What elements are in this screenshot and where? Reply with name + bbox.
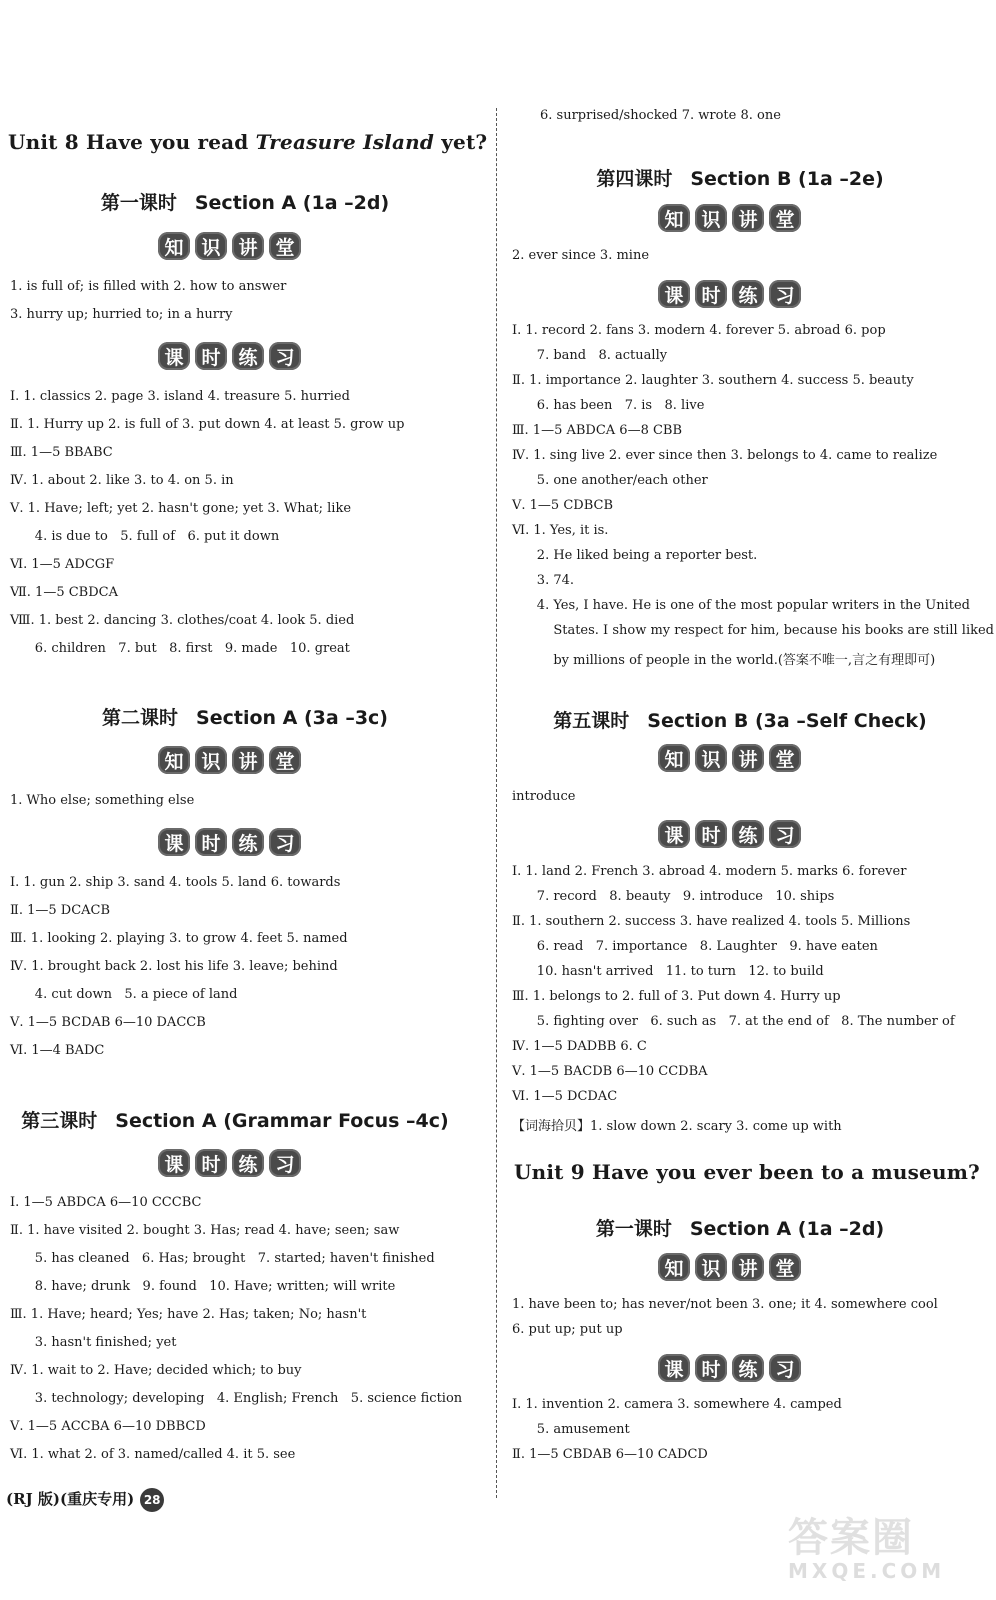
- knowledge-badge: [158, 232, 301, 260]
- answer-line: 10. hasn't arrived 11. to turn 12. to build: [512, 964, 824, 979]
- practice-badge: [658, 820, 801, 848]
- knowledge-badge: [658, 1253, 801, 1281]
- practice-badge: [158, 828, 301, 856]
- answer-line: Ⅳ. 1. brought back 2. lost his life 3. leave; behind: [10, 959, 338, 974]
- answer-line: 6. surprised/shocked 7. wrote 8. one: [540, 108, 781, 123]
- badge-char: 知: [658, 204, 690, 232]
- answer-line: 6. read 7. importance 8. Laughter 9. have eaten: [512, 939, 878, 954]
- lesson4-cn: 第四课时: [596, 168, 673, 190]
- badge-char: 练: [732, 820, 764, 848]
- answer-line: Ⅱ. 1. southern 2. success 3. have realized 4. tools 5. Millions: [512, 914, 911, 929]
- lesson5-en: Section B (3a –Self Check): [647, 710, 927, 732]
- answer-line: Ⅳ. 1—5 DADBB 6. C: [512, 1039, 647, 1054]
- knowledge-badge: [158, 746, 301, 774]
- lesson2-title: [0, 703, 490, 730]
- badge-char: 时: [195, 828, 227, 856]
- badge-char: 识: [695, 204, 727, 232]
- vocab-line: 【词海拾贝】1. slow down 2. scary 3. come up with: [512, 1119, 842, 1134]
- answer-line: Ⅶ. 1—5 CBDCA: [10, 585, 118, 600]
- badge-char: 讲: [732, 204, 764, 232]
- badge-char: 识: [695, 1253, 727, 1281]
- answer-line: 3. technology; developing 4. English; French 5. science fiction: [10, 1391, 463, 1406]
- answer-line: 4. Yes, I have. He is one of the most popular writers in the United: [512, 598, 970, 613]
- badge-char: 知: [658, 1253, 690, 1281]
- badge-char: 讲: [732, 1253, 764, 1281]
- unit9-title: Unit 9 Have you ever been to a museum?: [514, 1160, 980, 1184]
- lesson3-title: [0, 1106, 470, 1133]
- answer-line: Ⅱ. 1. Hurry up 2. is full of 3. put down 4. at least 5. grow up: [10, 417, 405, 432]
- answer-line: States. I show my respect for him, because his books are still liked: [512, 623, 995, 638]
- lesson4-title: [500, 164, 980, 191]
- answer-line: 4. is due to 5. full of 6. put it down: [10, 529, 280, 544]
- badge-char: 堂: [269, 746, 301, 774]
- lesson3-en: Section A (Grammar Focus –4c): [115, 1110, 449, 1132]
- answer-line: 2. ever since 3. mine: [512, 248, 650, 263]
- badge-char: 习: [269, 1149, 301, 1177]
- lesson1-title: [0, 188, 490, 215]
- badge-char: 堂: [769, 1253, 801, 1281]
- badge-char: 讲: [232, 232, 264, 260]
- answer-line: Ⅰ. 1. invention 2. camera 3. somewhere 4. camped: [512, 1397, 842, 1412]
- watermark-top: 答案圈: [788, 1515, 914, 1561]
- answer-line: Ⅰ. 1. gun 2. ship 3. sand 4. tools 5. land 6. towards: [10, 875, 341, 890]
- answer-line: Ⅱ. 1—5 DCACB: [10, 903, 111, 918]
- badge-char: 课: [658, 280, 690, 308]
- answer-line: 5. one another/each other: [512, 473, 708, 488]
- answer-line: Ⅴ. 1—5 ACCBA 6—10 DBBCD: [10, 1419, 206, 1434]
- practice-badge: [158, 342, 301, 370]
- answer-line: Ⅵ. 1—5 ADCGF: [10, 557, 115, 572]
- badge-char: 知: [158, 746, 190, 774]
- answer-line: Ⅰ. 1. classics 2. page 3. island 4. treasure 5. hurried: [10, 389, 350, 404]
- edition-label: (RJ 版)(重庆专用): [6, 1490, 135, 1508]
- answer-line: Ⅱ. 1. have visited 2. bought 3. Has; read 4. have; seen; saw: [10, 1223, 400, 1238]
- unit9-lesson1-cn: 第一课时: [595, 1218, 672, 1240]
- badge-char: 时: [695, 280, 727, 308]
- practice-badge: [158, 1149, 301, 1177]
- lesson5-title: [500, 706, 980, 733]
- answer-line: Ⅷ. 1. best 2. dancing 3. clothes/coat 4. look 5. died: [10, 613, 355, 628]
- unit8-title-text: Unit 8 Have you read: [8, 130, 256, 154]
- answer-line: Ⅵ. 1—5 DCDAC: [512, 1089, 618, 1104]
- answer-line: Ⅰ. 1. land 2. French 3. abroad 4. modern 5. marks 6. forever: [512, 864, 907, 879]
- badge-char: 堂: [269, 232, 301, 260]
- answer-line: 1. Who else; something else: [10, 793, 195, 808]
- badge-char: 堂: [769, 204, 801, 232]
- answer-line: 2. He liked being a reporter best.: [512, 548, 758, 563]
- answer-line: 4. cut down 5. a piece of land: [10, 987, 238, 1002]
- answer-line: 6. children 7. but 8. first 9. made 10. great: [10, 641, 350, 656]
- practice-badge: [658, 1354, 801, 1382]
- answer-line: 3. 74.: [512, 573, 575, 588]
- badge-char: 习: [769, 820, 801, 848]
- badge-char: 时: [195, 1149, 227, 1177]
- badge-char: 讲: [232, 746, 264, 774]
- site-watermark: [788, 1506, 978, 1583]
- answer-line: Ⅵ. 1. Yes, it is.: [512, 523, 609, 538]
- badge-char: 识: [695, 744, 727, 772]
- answer-line: 6. put up; put up: [512, 1322, 623, 1337]
- answer-line: Ⅳ. 1. about 2. like 3. to 4. on 5. in: [10, 473, 234, 488]
- answer-line: Ⅴ. 1—5 BCDAB 6—10 DACCB: [10, 1015, 206, 1030]
- practice-badge: [658, 280, 801, 308]
- answer-line: Ⅳ. 1. wait to 2. Have; decided which; to buy: [10, 1363, 302, 1378]
- answer-line: Ⅱ. 1—5 CBDAB 6—10 CADCD: [512, 1447, 708, 1462]
- badge-char: 堂: [769, 744, 801, 772]
- badge-char: 课: [658, 1354, 690, 1382]
- answer-line: Ⅴ. 1—5 CDBCB: [512, 498, 613, 513]
- answer-line: 7. band 8. actually: [512, 348, 668, 363]
- lesson2-cn: 第二课时: [102, 707, 179, 729]
- badge-char: 练: [732, 1354, 764, 1382]
- answer-line: Ⅵ. 1—4 BADC: [10, 1043, 105, 1058]
- answer-line: 6. has been 7. is 8. live: [512, 398, 705, 413]
- answer-line: Ⅲ. 1—5 BBABC: [10, 445, 113, 460]
- answer-line: 5. has cleaned 6. Has; brought 7. started; haven't finished: [10, 1251, 435, 1266]
- badge-char: 时: [195, 342, 227, 370]
- answer-line: 1. is full of; is filled with 2. how to answer: [10, 279, 287, 294]
- knowledge-badge: [658, 204, 801, 232]
- badge-char: 时: [695, 820, 727, 848]
- answer-line: Ⅴ. 1—5 BACDB 6—10 CCDBA: [512, 1064, 708, 1079]
- badge-char: 练: [232, 828, 264, 856]
- badge-char: 课: [158, 828, 190, 856]
- badge-char: 课: [158, 342, 190, 370]
- answer-line: 3. hurry up; hurried to; in a hurry: [10, 307, 233, 322]
- answer-line: 1. have been to; has never/not been 3. one; it 4. somewhere cool: [512, 1297, 938, 1312]
- badge-char: 课: [158, 1149, 190, 1177]
- answer-line: Ⅴ. 1. Have; left; yet 2. hasn't gone; yet 3. What; like: [10, 501, 352, 516]
- badge-char: 课: [658, 820, 690, 848]
- lesson1-en: Section A (1a –2d): [194, 192, 390, 214]
- lesson3-cn: 第三课时: [21, 1110, 98, 1132]
- answer-line: 3. hasn't finished; yet: [10, 1335, 177, 1350]
- badge-char: 习: [269, 342, 301, 370]
- answer-line: Ⅱ. 1. importance 2. laughter 3. southern 4. success 5. beauty: [512, 373, 914, 388]
- knowledge-badge: [658, 744, 801, 772]
- page-number: 28: [140, 1488, 164, 1512]
- answer-line: Ⅲ. 1. Have; heard; Yes; have 2. Has; taken; No; hasn't: [10, 1307, 367, 1322]
- answer-line: by millions of people in the world.(答案不唯一,言之有理即可): [512, 653, 936, 668]
- lesson2-en: Section A (3a –3c): [196, 707, 388, 729]
- unit8-title-end: yet?: [434, 130, 488, 154]
- badge-char: 识: [195, 232, 227, 260]
- unit8-title-book: Treasure Island: [255, 130, 435, 154]
- answer-line: 5. fighting over 6. such as 7. at the end of 8. The number of: [512, 1014, 955, 1029]
- badge-char: 讲: [732, 744, 764, 772]
- badge-char: 练: [232, 342, 264, 370]
- answer-line: Ⅰ. 1. record 2. fans 3. modern 4. forever 5. abroad 6. pop: [512, 323, 886, 338]
- badge-char: 知: [658, 744, 690, 772]
- badge-char: 知: [158, 232, 190, 260]
- badge-char: 练: [732, 280, 764, 308]
- lesson5-cn: 第五课时: [553, 710, 630, 732]
- answer-line: Ⅲ. 1—5 ABDCA 6—8 CBB: [512, 423, 683, 438]
- watermark-bottom: MXQE.COM: [788, 1559, 946, 1583]
- badge-char: 习: [269, 828, 301, 856]
- badge-char: 识: [195, 746, 227, 774]
- answer-line: Ⅳ. 1. sing live 2. ever since then 3. belongs to 4. came to realize: [512, 448, 938, 463]
- answer-line: Ⅵ. 1. what 2. of 3. named/called 4. it 5. see: [10, 1447, 296, 1462]
- badge-char: 习: [769, 1354, 801, 1382]
- unit9-lesson1-title: [500, 1214, 980, 1241]
- page-footer: [6, 1488, 164, 1512]
- lesson1-cn: 第一课时: [100, 192, 177, 214]
- column-divider: [496, 108, 497, 1498]
- answer-line: Ⅰ. 1—5 ABDCA 6—10 CCCBC: [10, 1195, 202, 1210]
- answer-line: 5. amusement: [512, 1422, 630, 1437]
- badge-char: 习: [769, 280, 801, 308]
- badge-char: 练: [232, 1149, 264, 1177]
- answer-line: Ⅲ. 1. looking 2. playing 3. to grow 4. feet 5. named: [10, 931, 348, 946]
- answer-line: 8. have; drunk 9. found 10. Have; written; will write: [10, 1279, 396, 1294]
- answer-line: introduce: [512, 789, 576, 804]
- unit9-lesson1-en: Section A (1a –2d): [689, 1218, 885, 1240]
- answer-line: 7. record 8. beauty 9. introduce 10. ships: [512, 889, 835, 904]
- lesson4-en: Section B (1a –2e): [690, 168, 884, 190]
- unit8-title: [8, 130, 487, 154]
- badge-char: 时: [695, 1354, 727, 1382]
- answer-line: Ⅲ. 1. belongs to 2. full of 3. Put down 4. Hurry up: [512, 989, 841, 1004]
